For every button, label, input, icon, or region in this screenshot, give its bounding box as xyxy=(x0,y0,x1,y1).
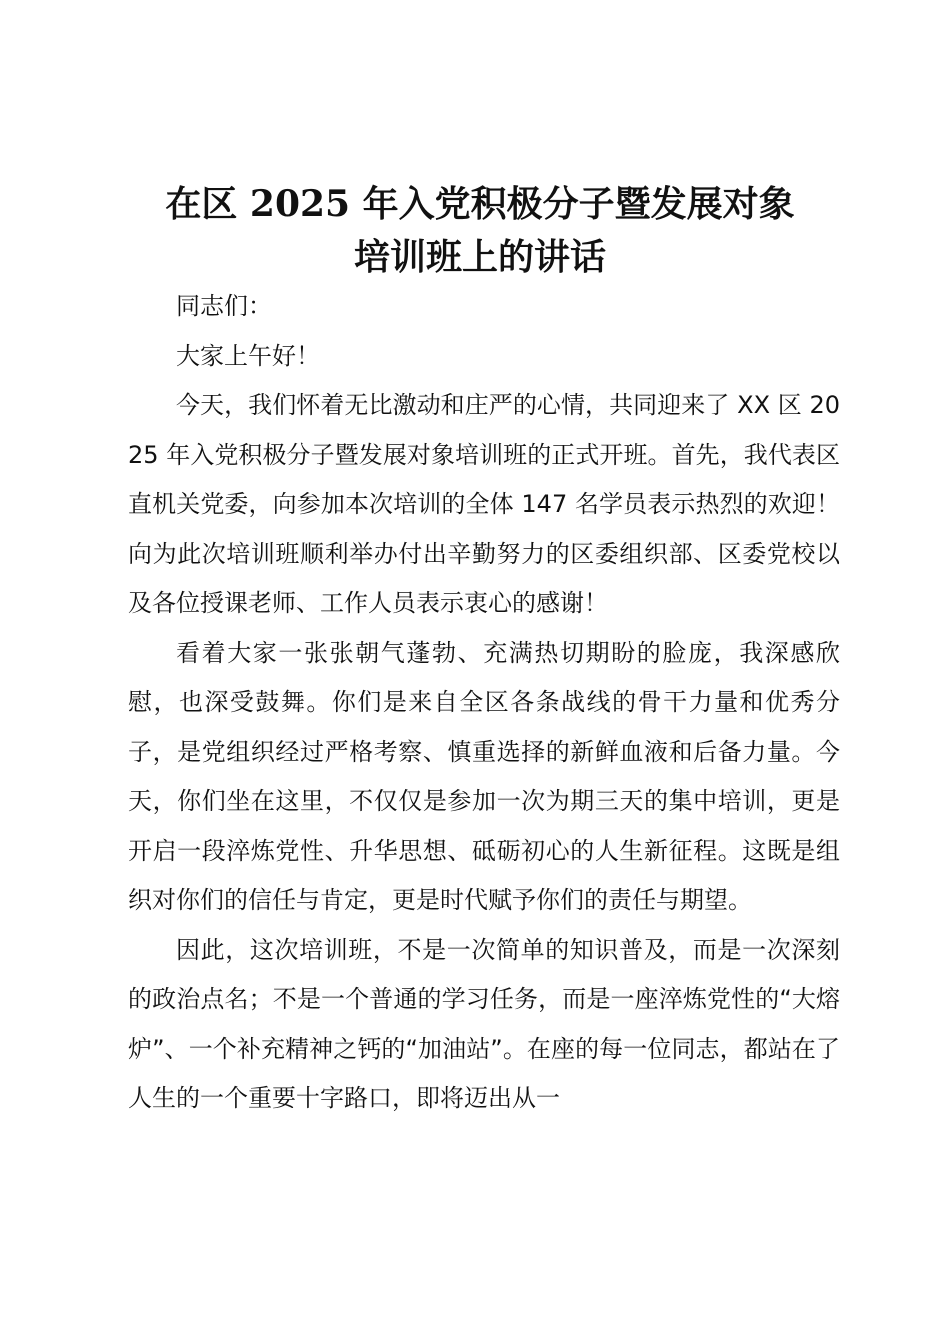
document-title xyxy=(100,178,860,284)
paragraph-significance: 因此，这次培训班，不是一次简单的知识普及，而是一次深刻的政治点名；不是一个普通的学习任务，而是一座淬炼党性的“大熔炉”、一个补充精神之钙的“加油站”。在座的每一位同志，都站在了人生的一个重要十字路口，即将迈出从一 xyxy=(128,935,840,1112)
title-line-2: 培训班上的讲话 xyxy=(353,236,606,278)
title-line-1: 在区 2025 年入党积极分子暨发展对象 xyxy=(165,183,795,225)
greeting: 大家上午好！ xyxy=(176,341,320,370)
document-body xyxy=(128,282,840,1124)
paragraph-encouragement: 看着大家一张张朝气蓬勃、充满热切期盼的脸庞，我深感欣慰，也深受鼓舞。你们是来自全区各条战线的骨干力量和优秀分子，是党组织经过严格考察、慎重选择的新鲜血液和后备力量。今天，你们坐在这里，不仅仅是参加一次为期三天的集中培训，更是开启一段淬炼党性、升华思想、砥砺初心的人生新征程。这既是组织对你们的信任与肯定，更是时代赋予你们的责任与期望。 xyxy=(128,638,840,914)
salutation: 同志们： xyxy=(176,292,272,320)
paragraph-opening: 今天，我们怀着无比激动和庄严的心情，共同迎来了 XX 区 2025 年入党积极分子暨发展对象培训班的正式开班。首先，我代表区直机关党委，向参加本次培训的全体 147 名学员表示热烈的欢迎！向为此次培训班顺利举办付出辛勤努力的区委组织部、区委党校以及各位授课老师、工作人员表示衷心的感谢！ xyxy=(128,391,840,617)
